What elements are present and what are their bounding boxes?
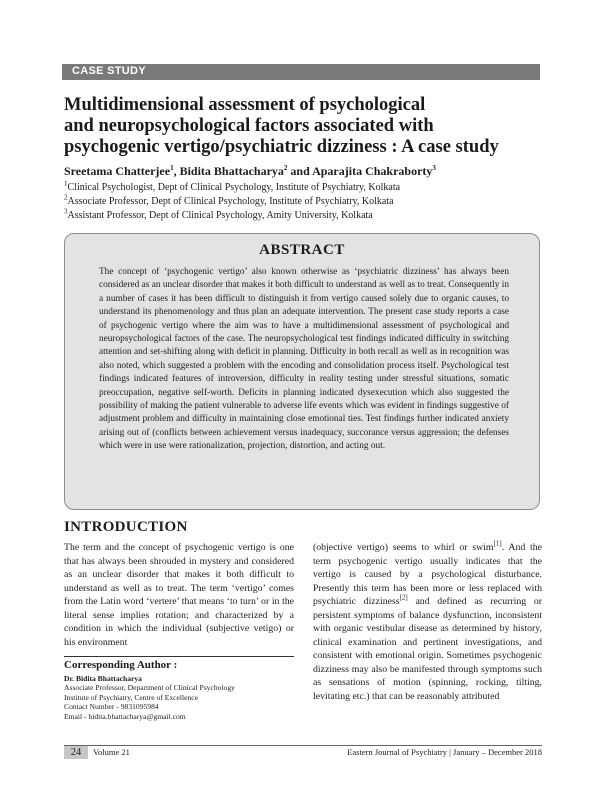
introduction-paragraph: The term and the concept of psychogenic vertigo is one that has always been shrouded in mystery and considered as an unclear disorder that makes it both difficult to understand as well as to treat. The term ‘vertigo’ comes from the Latin word ‘vertere’ that means ‘to turn’ or in the literal sense implies rotation; and characterized by a condition in which the individual (subjective vetigo) or his environment [64,542,294,648]
affiliation-mark: 3 [64,207,68,216]
title-line: and neuropsychological factors associated with [64,116,434,136]
corresponding-line: Dr. Bidita Bhattacharya [64,674,142,683]
corresponding-line: Contact Number - 9831095984 [64,702,159,712]
affiliation [64,195,394,208]
footer-divider [64,745,542,746]
author-list: Sreetama Chatterjee$^1$, Bidita Bhattacharya$^2$ and Aparajita Chakraborty$^3$ [64,164,436,178]
corresponding-line: Institute of Psychiatry, Centre of Excellence [64,692,199,702]
text-run: and defined as recurring or persistent symptoms of balance dysfunction, inconsistent with organic vestibular disease as determined by history, clinical examination and pertinent investigations, and consistent with emotional origin. Sometimes psychogenic dizziness may also be manifested through symptoms such as sensations of motion (spinning, rocking, tilting, levitating etc.) that can be reasonably attributed [313,596,542,702]
corresponding-author-details [64,674,235,721]
title-line: psychogenic vertigo/psychiatric dizziness : A case study [64,137,499,157]
section-banner [62,64,540,80]
author-mark: 3 [432,164,436,172]
corresponding-author-heading: Corresponding Author : [64,659,178,671]
affiliation-mark: 2 [64,193,68,202]
affiliation-mark: 1 [64,179,68,188]
section-label: CASE STUDY [72,65,146,77]
affiliation-text: Clinical Psychologist, Dept of Clinical Psychology, Institute of Psychiatry, Kolkata [67,182,401,193]
affiliation-text: Associate Professor, Dept of Clinical Psychology, Institute of Psychiatry, Kolkata [67,196,394,207]
author-name: Bidita Bhattacharya [179,164,284,178]
citation: [2] [399,593,408,602]
text-run: (objective vertigo) seems to whirl or swim [313,542,494,553]
text-run: . And the term psychogenic vertigo usually indicates that the vertigo is caused by a psychological disturbance. Presently this term has been more or less replaced with psychiatric dizziness [313,542,542,607]
affiliation-text: Assistant Professor, Dept of Clinical Psychology, Amity University, Kolkata [67,210,373,221]
corresponding-line: Email - bidita.bhattacharya@gmail.com [64,711,186,721]
abstract-text: The concept of ‘psychogenic vertigo’ also known otherwise as ‘psychiatric dizziness’ has always been considered as an unclear disorder that makes it both difficult to understand as well as to treat. Consequently in a number of cases it has been difficult to distinguish it from vertigo caused solely due to organic causes, to understand its phenomenology and thus plan an adequate intervention. The present case study reports a case of psychogenic vertigo where the aim was to have a multidimensional assessment of psychological and neuropsychological factors of the case. The neuropsychological test findings indicated difficulty in switching attention and set-shifting along with deficit in planning. Difficulty in both recall as well as in recognition was also noted, which suggested a problem with the encoding and consolidation process itself. Psychological test findings indicated features of introversion, difficulty in reality testing under stressful situations, somatic preoccupation, negative self-worth. Deficits in planning indicated dysexecution which also suggested the possibility of making the patient vulnerable to adverse life events which was evident in findings suggestive of adjustment problem and difficulty in maintaining close emotional ties. Test findings further indicated anxiety arising out of (conflicts between achievement versus inadequacy, succorance versus aggression; the defenses which were in use were rationalization, projection, distortion, and acting out. [99,267,509,452]
article-title [64,95,534,158]
affiliation [64,209,373,222]
abstract-box [64,233,540,510]
introduction-heading: INTRODUCTION [64,519,188,535]
author-name: Aparajita Chakraborty [312,164,433,178]
introduction-paragraph [313,541,542,703]
author-name: Sreetama Chatterjee [64,164,171,178]
abstract-heading: ABSTRACT [259,242,345,258]
citation: [1] [493,539,502,548]
introduction-left-column [64,541,294,649]
page-number: 24 [64,746,88,759]
title-line: Multidimensional assessment of psychological [64,95,426,115]
affiliation [64,181,400,194]
author-mark: 2 [283,164,288,172]
author-mark: 1 [170,164,174,172]
divider [64,656,294,657]
journal-footer: Eastern Journal of Psychiatry | January – December 2018 [347,747,542,757]
introduction-right-column [313,541,542,703]
volume-label: Volume 21 [93,747,130,757]
corresponding-line: Associate Professor, Department of Clinical Psychology [64,683,235,693]
